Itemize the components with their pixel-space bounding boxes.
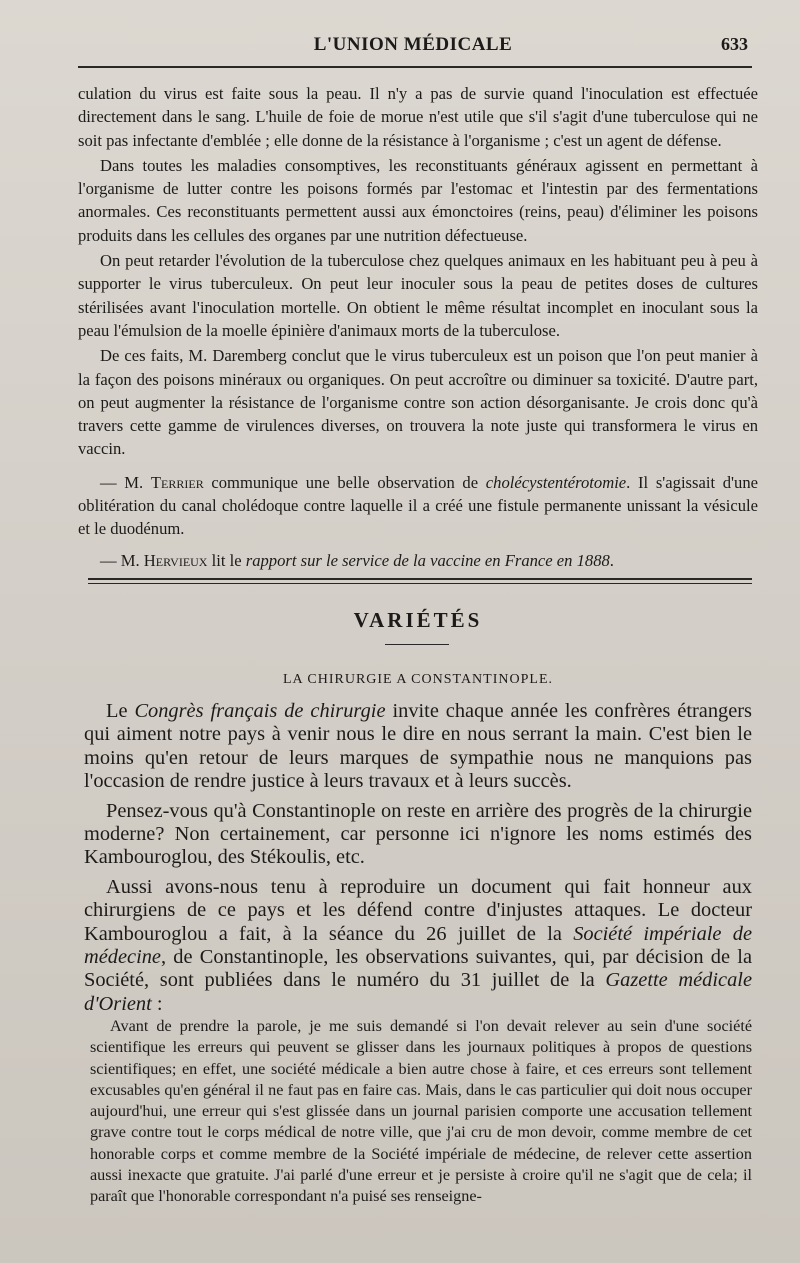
text: — M. xyxy=(100,550,144,570)
report-title: rapport sur le service de la vaccine en France en 1888 xyxy=(245,550,610,570)
paragraph: De ces faits, M. Daremberg conclut que le virus tuberculeux est un poison que l'on peut manier à la façon des poisons minéraux ou organiques. On peut accroître ou diminuer sa toxicité. D'autre part, on peut augmenter la résistance de l'organisme contre son action désorganisante. Je crois donc qu'à travers cette gamme de virulences diverses, on trouvera la note juste qui transformera le virus en vaccin. xyxy=(78,346,758,459)
paragraph: Dans toutes les maladies consomptives, les reconstituants généraux agissent en permettant à l'organisme de lutter contre les poisons formés par l'estomac et l'intestin par des fermentations anormales. Ces reconstituants permettent aussi aux émonctoires (reins, peau) d'éliminer les poisons produits dans les cellules des organes par une nutrition défectueuse. xyxy=(78,155,758,245)
term: cholécystentérotomie xyxy=(485,472,627,492)
section-subtitle: LA CHIRURGIE A CONSTANTINOPLE. xyxy=(283,672,553,687)
section-title: VARIÉTÉS xyxy=(353,608,483,632)
quote-paragraph: Avant de prendre la parole, je me suis demandé si l'on devait relever au sein d'une société scientifique les erreurs qui peuvent se glisser dans les journaux politiques à propos de questions scientifiques; en effet, une société médicale a bien autre chose à faire, et ces erreurs sont tellement excusables qu'en général il ne faut pas en faire cas. Mais, dans le cas particulier qui doit nous occuper aujourd'hui, une erreur qui s'est glissée dans un journal parisien comporte une accusation tellement grave contre tout le corps médical de notre ville, que j'ai cru de mon devoir, comme membre de cet honorable corps et comme membre de la Société impériale de médecine, de relever cette assertion aussi inexacte que gratuite. J'ai parlé d'une erreur et je persiste à croire qu'il ne s'agit que de cela; il paraît que l'honorable correspondant n'a puisé ses renseigne- xyxy=(90,1017,752,1206)
running-title: L'UNION MÉDICALE xyxy=(313,34,513,55)
text: Aussi avons-nous tenu à reproduire un document qui fait honneur aux chirurgiens de ce pays et les défend contre d'injustes attaques. Le docteur Kambouroglou a fait, à la séance du 26 juillet de la xyxy=(84,875,752,945)
text: communique une belle observation de xyxy=(203,472,486,492)
text: . xyxy=(609,550,614,570)
author-name: Terrier xyxy=(150,472,204,492)
varietes-body xyxy=(84,700,752,1022)
terrier-paragraph xyxy=(78,471,758,541)
hervieux-paragraph xyxy=(78,549,758,572)
article-continuation xyxy=(78,82,758,574)
society-name: Société impériale de médecine xyxy=(84,922,752,969)
section-rule-thin xyxy=(88,583,752,584)
text: . Il s'agissait d'une oblitération du canal cholédoque contre laquelle il a créé une fistule permanente unissant la vésicule et le duodénum. xyxy=(78,472,759,539)
text: — M. xyxy=(100,472,151,492)
gazette-name: Gazette médicale d'Orient xyxy=(84,969,753,1015)
text: Le xyxy=(106,700,135,722)
paragraph: Pensez-vous qu'à Constantinople on reste en arrière des progrès de la chirurgie moderne? Non certainement, car personne ici n'ignore les noms estimés des Kambouroglou, des Stékoulis, etc. xyxy=(84,799,752,869)
text: invite chaque année les confrères étrangers qui aiment notre pays à venir nous le dire en nous serrant la main. C'est bien le moins qu'en retour de leurs marques de sympathie nous ne manquions pas l'occasion de rendre justice à leurs travaux et à leurs succès. xyxy=(84,700,752,793)
congress-name: Congrès français de chirurgie xyxy=(134,700,386,722)
paragraph: culation du virus est faite sous la peau. Il n'y a pas de survie quand l'inoculation est effectuée directement dans le sang. L'huile de foie de morue n'est utile que s'il s'agit d'une tuberculose qui ne soit pas infectante d'emblée ; elle donne de la résistance à l'organisme ; c'est un agent de défense. xyxy=(78,84,758,150)
section-rule xyxy=(88,578,752,580)
page-number: 633 xyxy=(721,34,748,54)
paragraph xyxy=(84,700,752,794)
text: : xyxy=(151,992,163,1015)
text: lit le xyxy=(207,550,246,570)
page-header xyxy=(78,34,748,60)
author-name: Hervieux xyxy=(143,550,208,570)
text: , de Constantinople, les observations suivantes, qui, par décision de la Société, sont publiées dans le numéro du 31 juillet de la xyxy=(84,946,752,992)
paragraph xyxy=(84,876,752,1016)
header-rule xyxy=(78,66,752,68)
quoted-document xyxy=(90,1016,752,1208)
title-underline xyxy=(385,644,449,645)
paragraph: On peut retarder l'évolution de la tuberculose chez quelques animaux en les habituant peu à peu à supporter le virus tuberculeux. On peut leur inoculer sous la peau de petites doses de cultures stérilisées avant l'inoculation mortelle. On obtient le même résultat incomplet en inoculant sous la peau l'émulsion de la moelle épinière d'animaux morts de la tuberculose. xyxy=(78,251,758,340)
